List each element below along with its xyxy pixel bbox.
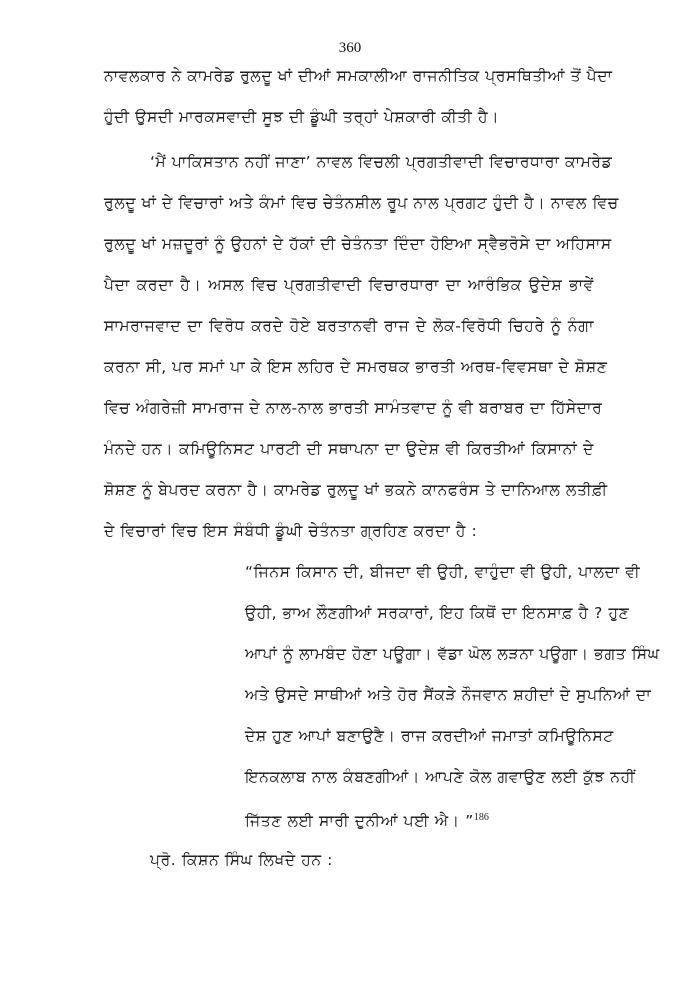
quote-line-1: “ਜਿਨਸ ਕਿਸਾਨ ਦੀ, ਬੀਜਦਾ ਵੀ ਉਹੀ, ਵਾਹੁੰਦਾ ਵੀ ਉਹੀ, ਪਾਲਦਾ ਵੀ <box>245 563 641 581</box>
footnote-reference[interactable]: 186 <box>473 812 489 823</box>
paragraph-2-line-4: ਪੈਦਾ ਕਰਦਾ ਹੈ। ਅਸਲ ਵਿਚ ਪ੍ਰਗਤੀਵਾਦੀ ਵਿਚਾਰਧਾਰਾ ਦਾ ਆਰੰਭਿਕ ਉਦੇਸ਼ ਭਾਵੇਂ <box>104 276 594 294</box>
paragraph-2-line-1: ‘ਮੈਂ ਪਾਕਿਸਤਾਨ ਨਹੀਂ ਜਾਣਾ’ ਨਾਵਲ ਵਿਚਲੀ ਪ੍ਰਗਤੀਵਾਦੀ ਵਿਚਾਰਧਾਰਾ ਕਾਮਰੇਡ <box>150 153 613 171</box>
quote-line-4: ਅਤੇ ਉਸਦੇ ਸਾਥੀਆਂ ਅਤੇ ਹੋਰ ਸੈਂਕੜੇ ਨੌਜਵਾਨ ਸ਼ਹੀਦਾਂ ਦੇ ਸੁਪਨਿਆਂ ਦਾ <box>245 686 652 704</box>
paragraph-1-line-1: ਨਾਵਲਕਾਰ ਨੇ ਕਾਮਰੇਡ ਰੁਲਦੂ ਖਾਂ ਦੀਆਂ ਸਮਕਾਲੀਆ ਰਾਜਨੀਤਿਕ ਪ੍ਰਸਥਿਤੀਆਂ ਤੋਂ ਪੈਦਾ <box>104 67 613 85</box>
paragraph-2-line-5: ਸਾਮਰਾਜਵਾਦ ਦਾ ਵਿਰੋਧ ਕਰਦੇ ਹੋਏ ਬਰਤਾਨਵੀ ਰਾਜ ਦੇ ਲੋਕ-ਵਿਰੋਧੀ ਚਿਹਰੇ ਨੂੰ ਨੰਗਾ <box>104 317 594 335</box>
quote-last-text: ਜਿੱਤਣ ਲਈ ਸਾਰੀ ਦੁਨੀਆਂ ਪਈ ਐ। ” <box>245 812 474 831</box>
paragraph-2-line-9: ਸ਼ੋਸ਼ਣ ਨੂੰ ਬੇਪਰਦ ਕਰਨਾ ਹੈ। ਕਾਮਰੇਡ ਰੁਲਦੂ ਖਾਂ ਭਕਨੇ ਕਾਨਫਰੰਸ ਤੇ ਦਾਨਿਆਲ ਲਤੀਫ਼ੀ <box>104 481 608 499</box>
paragraph-2-line-6: ਕਰਨਾ ਸੀ, ਪਰ ਸਮਾਂ ਪਾ ਕੇ ਇਸ ਲਹਿਰ ਦੇ ਸਮਰਥਕ ਭਾਰਤੀ ਅਰਥ-ਵਿਵਸਥਾ ਦੇ ਸ਼ੋਸ਼ਣ <box>104 358 608 376</box>
paragraph-3-line-1: ਪ੍ਰੋ. ਕਿਸ਼ਨ ਸਿੰਘ ਲਿਖਦੇ ਹਨ : <box>150 851 333 869</box>
quote-line-3: ਆਪਾਂ ਨੂੰ ਲਾਮਬੰਦ ਹੋਣਾ ਪਊਗਾ। ਵੱਡਾ ਘੋਲ ਲੜਨਾ ਪਊਗਾ। ਭਗਤ ਸਿੰਘ <box>245 645 660 663</box>
quote-line-7 <box>245 808 489 831</box>
quote-line-2: ਉਹੀ, ਭਾਅ ਲੌਣਗੀਆਂ ਸਰਕਾਰਾਂ, ਇਹ ਕਿਥੋਂ ਦਾ ਇਨਸਾਫ਼ ਹੈ ? ਹੁਣ <box>245 604 630 622</box>
paragraph-2-line-3: ਰੁਲਦੂ ਖਾਂ ਮਜ਼ਦੂਰਾਂ ਨੂੰ ਉਹਨਾਂ ਦੇ ਹੱਕਾਂ ਦੀ ਚੇਤੰਨਤਾ ਦਿੰਦਾ ਹੋਇਆ ਸ੍ਵੈਭਰੋਸੇ ਦਾ ਅਹਿਸਾਸ <box>104 235 612 253</box>
paragraph-2-line-2: ਰੁਲਦੂ ਖਾਂ ਦੇ ਵਿਚਾਰਾਂ ਅਤੇ ਕੰਮਾਂ ਵਿਚ ਚੇਤੰਨਸ਼ੀਲ ਰੂਪ ਨਾਲ ਪ੍ਰਗਟ ਹੁੰਦੀ ਹੈ। ਨਾਵਲ ਵਿਚ <box>104 194 619 212</box>
quote-line-5: ਦੇਸ਼ ਹੁਣ ਆਪਾਂ ਬਣਾਉਣੈ। ਰਾਜ ਕਰਦੀਆਂ ਜਮਾਤਾਂ ਕਮਿਊਨਿਸਟ <box>245 727 614 745</box>
paragraph-2-line-10: ਦੇ ਵਿਚਾਰਾਂ ਵਿਚ ਇਸ ਸੰਬੰਧੀ ਡੂੰਘੀ ਚੇਤੰਨਤਾ ਗ੍ਰਹਿਣ ਕਰਦਾ ਹੈ : <box>104 522 478 540</box>
paragraph-2-line-8: ਮੰਨਦੇ ਹਨ। ਕਮਿਊਨਿਸਟ ਪਾਰਟੀ ਦੀ ਸਥਾਪਨਾ ਦਾ ਉਦੇਸ਼ ਵੀ ਕਿਰਤੀਆਂ ਕਿਸਾਨਾਂ ਦੇ <box>104 440 594 458</box>
quote-line-6: ਇਨਕਲਾਬ ਨਾਲ ਕੰਬਣਗੀਆਂ। ਆਪਣੇ ਕੋਲ ਗਵਾਉਣ ਲਈ ਕੁੱਝ ਨਹੀਂ <box>245 768 636 786</box>
paragraph-1-line-2: ਹੁੰਦੀ ਉਸਦੀ ਮਾਰਕਸਵਾਦੀ ਸੂਝ ਦੀ ਡੂੰਘੀ ਤਰ੍ਹਾਂ ਪੇਸ਼ਕਾਰੀ ਕੀਤੀ ਹੈ। <box>104 108 500 126</box>
paragraph-2-line-7: ਵਿਚ ਅੰਗਰੇਜ਼ੀ ਸਾਮਰਾਜ ਦੇ ਨਾਲ-ਨਾਲ ਭਾਰਤੀ ਸਾਮੰਤਵਾਦ ਨੂੰ ਵੀ ਬਰਾਬਰ ਦਾ ਹਿੱਸੇਦਾਰ <box>104 399 603 417</box>
page-number: 360 <box>338 40 362 56</box>
